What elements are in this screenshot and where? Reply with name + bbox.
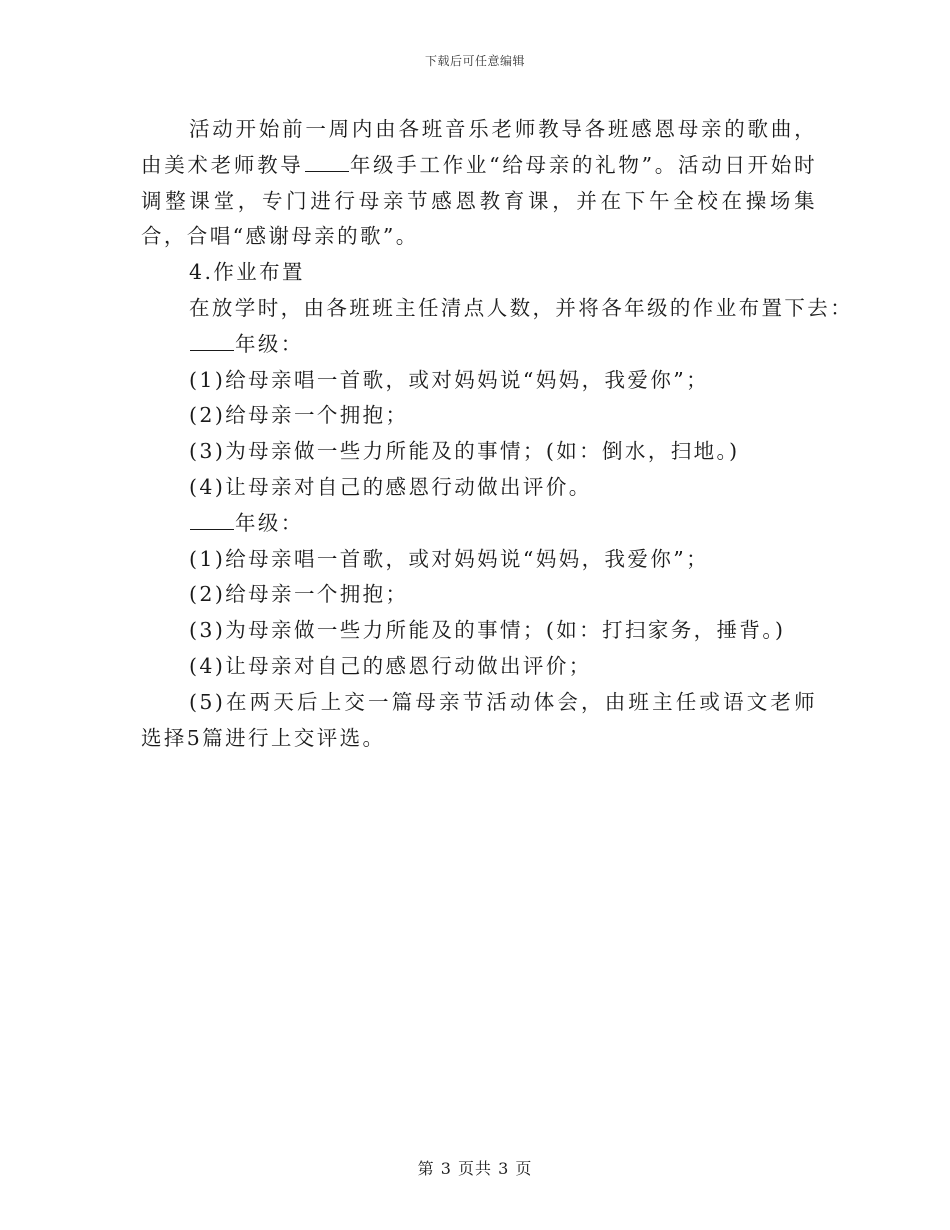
document-body — [141, 112, 854, 756]
list-item: (2)给母亲一个拥抱； — [189, 582, 409, 607]
activity-paragraph — [141, 112, 817, 255]
list-item: (3)为母亲做一些力所能及的事情；(如：倒水，扫地。) — [189, 439, 740, 464]
grade-heading-1 — [141, 327, 817, 363]
page-footer: 第 3 页共 3 页 — [417, 1159, 533, 1178]
grade-blank — [190, 511, 234, 530]
assignment-intro: 在放学时，由各班班主任清点人数，并将各年级的作业布置下去： — [189, 295, 854, 320]
activity-text-part1: 活动开始前一周内由各班音乐老师教导各班感恩母亲的歌曲，由美术老师教导 — [141, 117, 817, 177]
list-item: (2)给母亲一个拥抱； — [189, 403, 409, 428]
grade-blank — [190, 332, 234, 351]
grade-blank — [305, 153, 349, 172]
page-header: 下载后可任意编辑 — [424, 54, 525, 68]
list-item: (5)在两天后上交一篇母亲节活动体会，由班主任或语文老师选择5篇进行上交评选。 — [141, 689, 817, 750]
list-item: (3)为母亲做一些力所能及的事情；(如：打扫家务，捶背。) — [189, 618, 786, 643]
list-item: (1)给母亲唱一首歌，或对妈妈说“妈妈，我爱你”； — [189, 367, 709, 392]
activity-text-part2: 年级手工作业“给母亲的礼物”。活动日开始时调整课堂，专门进行母亲节感恩教育课，并在下午全校在操场集合，合唱“感谢母亲的歌”。 — [141, 152, 817, 249]
list-item: (1)给母亲唱一首歌，或对妈妈说“妈妈，我爱你”； — [189, 546, 709, 571]
list-item: (4)让母亲对自己的感恩行动做出评价； — [189, 653, 592, 678]
list-item: (4)让母亲对自己的感恩行动做出评价。 — [189, 474, 592, 499]
grade-heading-label: 年级： — [235, 331, 304, 356]
section-heading: 4.作业布置 — [189, 260, 305, 285]
grade-heading-label: 年级： — [235, 510, 304, 535]
grade-heading-2 — [141, 506, 817, 542]
